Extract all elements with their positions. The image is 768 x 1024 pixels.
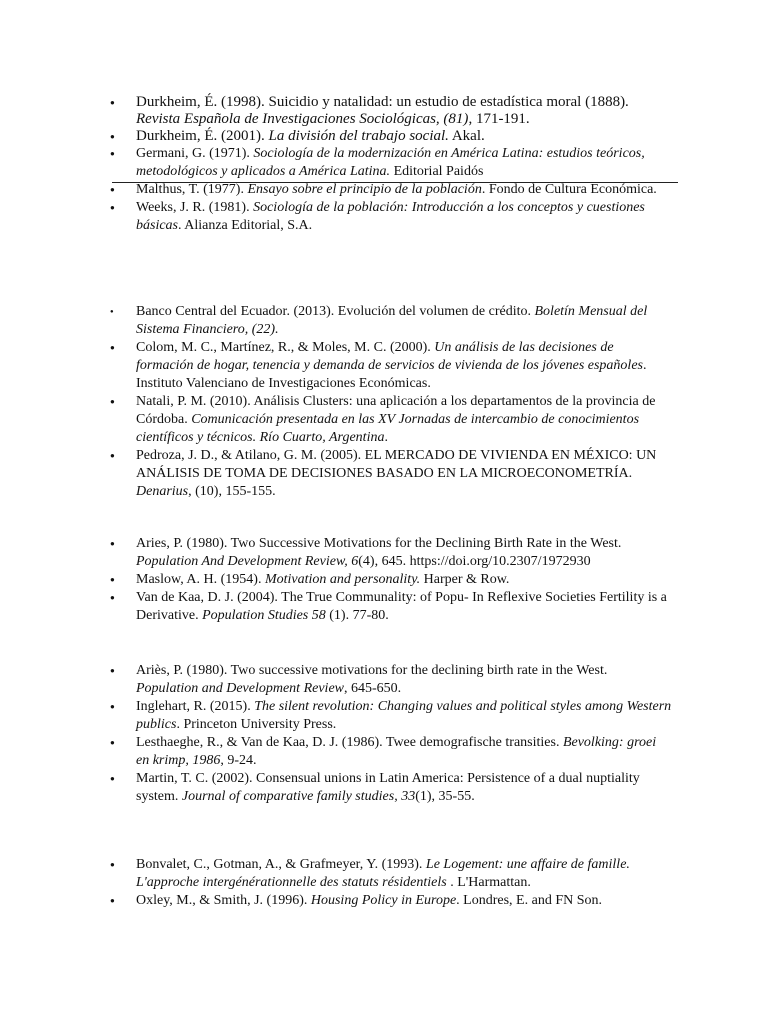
- bullet-icon: [110, 303, 114, 321]
- reference-text: . Instituto Valenciano de Investigaciones Económicas.: [136, 358, 647, 391]
- reference-italic-text: Population Studies 58: [202, 608, 326, 623]
- reference-text: ,: [394, 789, 402, 804]
- reference-italic-text: Population And Development Review, 6: [136, 554, 359, 569]
- reference-text: Banco Central del Ecuador. (2013). Evolución del volumen de crédito.: [136, 304, 535, 319]
- reference-item: [0, 393, 768, 447]
- reference-italic-text: Un análisis de las decisiones de formación de hogar, tenencia y demanda de servicios de vivienda de los jóvenes españoles: [136, 340, 643, 373]
- reference-item: [0, 303, 768, 339]
- reference-text: Malthus, T. (1977).: [136, 182, 248, 197]
- reference-text: Pedroza, J. D., & Atilano, G. M. (2005). EL MERCADO DE VIVIENDA EN MÉXICO: UN ANÁLISIS DE TOMA DE DECISIONES BASADO EN LA MICROECONOMETRÍA.: [136, 448, 657, 481]
- bullet-icon: [110, 589, 115, 607]
- reference-item: [0, 734, 768, 770]
- bullet-icon: [110, 535, 115, 553]
- reference-italic-text: Le Logement: une affaire de famille. L'approche intergénérationnelle des statuts résidentiels: [136, 857, 630, 890]
- reference-italic-text: Comunicación presentada en las XV Jornadas de intercambio de conocimientos científicos y técnicos. Río Cuarto, Argentina: [136, 412, 640, 445]
- reference-text: Harper & Row.: [420, 572, 510, 587]
- reference-italic-text: Sociología de la población: Introducción a los conceptos y cuestiones básicas: [136, 200, 645, 233]
- reference-text: , 171-191.: [468, 111, 530, 127]
- divider-line: [112, 182, 678, 183]
- reference-item: [0, 339, 768, 393]
- reference-group-2: [0, 303, 768, 501]
- reference-italic-text: Ensayo sobre el principio de la población: [247, 182, 482, 197]
- bullet-icon: [110, 393, 115, 411]
- reference-text: Ariès, P. (1980). Two successive motivations for the declining birth rate in the West.: [136, 663, 608, 678]
- reference-text: Inglehart, R. (2015).: [136, 699, 255, 714]
- bullet-icon: [110, 770, 115, 788]
- reference-text: Editorial Paidós: [390, 164, 484, 179]
- reference-italic-text: 33: [401, 789, 416, 804]
- bullet-icon: [110, 447, 115, 465]
- reference-group-3: [0, 535, 768, 625]
- reference-list: [0, 856, 768, 910]
- reference-item: [0, 662, 768, 698]
- bullet-icon: [110, 698, 115, 716]
- reference-text: Martin, T. C. (2002). Consensual unions in Latin America: Persistence of a dual nuptiality system.: [136, 771, 640, 804]
- bullet-icon: [110, 571, 115, 589]
- reference-item: [0, 589, 768, 625]
- reference-italic-text: Boletín Mensual del Sistema Financiero, (22).: [136, 304, 648, 337]
- reference-item: [0, 128, 768, 145]
- reference-text: Colom, M. C., Martínez, R., & Moles, M. C. (2000).: [136, 340, 435, 355]
- bullet-icon: [110, 339, 115, 357]
- reference-item: [0, 571, 768, 589]
- reference-text: . Londres, E. and FN Son.: [456, 893, 602, 908]
- reference-item: [0, 770, 768, 806]
- reference-italic-text: Population and Development Review: [136, 681, 344, 696]
- bullet-icon: [110, 181, 115, 199]
- reference-group-4: [0, 662, 768, 806]
- reference-text: , 9-24.: [220, 753, 257, 768]
- reference-item: [0, 199, 768, 235]
- reference-text: Akal.: [448, 128, 485, 144]
- bullet-icon: [110, 199, 115, 217]
- reference-item: [0, 892, 768, 910]
- reference-text: (1). 77-80.: [325, 608, 389, 623]
- reference-text: . Fondo de Cultura Económica.: [481, 182, 657, 197]
- reference-text: Lesthaeghe, R., & Van de Kaa, D. J. (1986). Twee demografische transities.: [136, 735, 563, 750]
- bullet-icon: [110, 128, 115, 146]
- reference-text: Durkheim, É. (1998). Suicidio y natalidad: un estudio de estadística moral (1888).: [136, 94, 629, 110]
- reference-text: Natali, P. M. (2010). Análisis Clusters: una aplicación a los departamentos de la provincia de Córdoba.: [136, 394, 656, 427]
- reference-italic-text: Sociología de la modernización en América Latina: estudios teóricos, metodológicos y aplicados a América Latina.: [136, 146, 645, 179]
- bullet-icon: [110, 94, 115, 112]
- reference-text: . Princeton University Press.: [176, 717, 337, 732]
- reference-text: (1), 35-55.: [415, 789, 475, 804]
- reference-item: [0, 181, 768, 199]
- reference-italic-text: Housing Policy in Europe: [310, 893, 457, 908]
- reference-text: Van de Kaa, D. J. (2004). The True Communality: of Popu- In Reflexive Societies Fertility is a Derivative.: [136, 590, 667, 623]
- reference-list: [0, 535, 768, 625]
- reference-item: [0, 698, 768, 734]
- bullet-icon: [110, 662, 115, 680]
- bullet-icon: [110, 734, 115, 752]
- reference-text: Aries, P. (1980). Two Successive Motivations for the Declining Birth Rate in the West.: [136, 536, 622, 551]
- reference-list: [0, 303, 768, 501]
- reference-item: [0, 447, 768, 501]
- reference-list: [0, 94, 768, 235]
- reference-italic-text: Journal of comparative family studies: [181, 789, 395, 804]
- reference-italic-text: Bevolking: groei en krimp, 1986: [136, 735, 657, 768]
- reference-group-1: [0, 94, 768, 235]
- bullet-icon: [110, 145, 115, 163]
- reference-text: Oxley, M., & Smith, J. (1996).: [136, 893, 311, 908]
- reference-group-5: [0, 856, 768, 910]
- reference-item: [0, 145, 768, 181]
- reference-italic-text: La división del trabajo social.: [268, 128, 449, 144]
- reference-text: Durkheim, É. (2001).: [136, 128, 269, 144]
- reference-text: Bonvalet, C., Gotman, A., & Grafmeyer, Y. (1993).: [136, 857, 426, 872]
- reference-item: [0, 856, 768, 892]
- reference-text: Weeks, J. R. (1981).: [136, 200, 254, 215]
- reference-list: [0, 662, 768, 806]
- reference-italic-text: Denarius: [136, 484, 189, 499]
- reference-text: (4), 645. https://doi.org/10.2307/1972930: [358, 554, 591, 569]
- reference-text: , 645-650.: [344, 681, 402, 696]
- reference-text: . L'Harmattan.: [446, 875, 531, 890]
- reference-text: , (10), 155-155.: [188, 484, 276, 499]
- bullet-icon: [110, 856, 115, 874]
- reference-item: [0, 535, 768, 571]
- bullet-icon: [110, 892, 115, 910]
- reference-italic-text: Motivation and personality.: [264, 572, 421, 587]
- reference-text: Maslow, A. H. (1954).: [136, 572, 265, 587]
- reference-text: . Alianza Editorial, S.A.: [178, 218, 313, 233]
- reference-text: Germani, G. (1971).: [136, 146, 254, 161]
- reference-italic-text: The silent revolution: Changing values and political styles among Western publics: [136, 699, 672, 732]
- reference-item: [0, 94, 768, 128]
- reference-text: .: [384, 430, 388, 445]
- reference-italic-text: Revista Española de Investigaciones Sociológicas, (81): [136, 111, 469, 127]
